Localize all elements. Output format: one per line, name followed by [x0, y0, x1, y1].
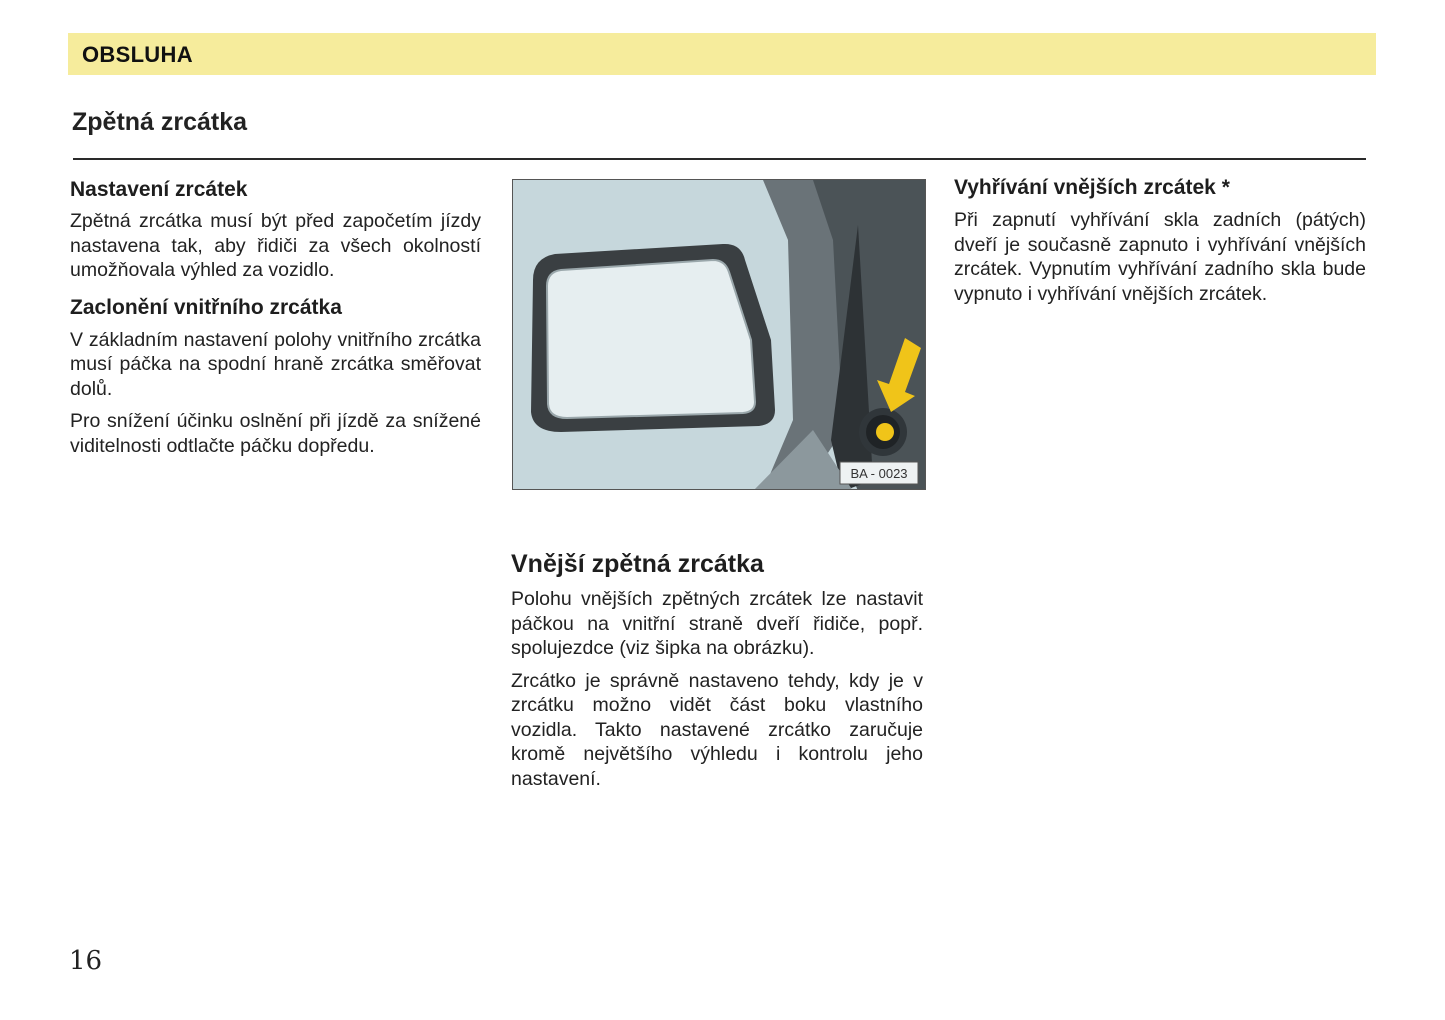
- paragraph-dimming-2: Pro snížení účinku oslnění při jízdě za snížené viditelnosti odtlačte páčku dopředu.: [70, 410, 481, 457]
- paragraph-dimming-1: V základním nastavení polohy vnitřního zrcátka musí páčka na spodní hraně zrcátka směřovat dolů.: [70, 328, 481, 400]
- section-heading-adjusting: Nastavení zrcátek: [70, 178, 248, 201]
- section-header-band: [68, 33, 1376, 75]
- left-column: [70, 178, 481, 458]
- mirror-drawing: [513, 180, 926, 490]
- paragraph-adjusting: Zpětná zrcátka musí být před započetím jízdy nastavena tak, aby řidiči za všech okolností umožňovala výhled za vozidlo.: [70, 210, 481, 281]
- figure-code: BA - 0023: [850, 466, 908, 481]
- page-number: 16: [69, 946, 103, 976]
- mirror-glass: [547, 260, 755, 418]
- paragraph-exterior-2: Zrcátko je správně nastaveno tehdy, kdy je v zrcátku možno vidět část boku vlastního vozidla. Takto nastavené zrcátko zaručuje kromě největšího výhledu i kontrolu jeho nastavení.: [511, 669, 923, 790]
- section-heading-heating: Vyhřívání vnějších zrcátek *: [954, 176, 1230, 199]
- section-heading-exterior: Vnější zpětná zrcátka: [511, 550, 764, 578]
- page-title: Zpětná zrcátka: [72, 108, 248, 136]
- paragraph-heating: Při zapnutí vyhřívání skla zadních (pátých) dveří je současně zapnuto i vyhřívání vnějších zrcátek. Vypnutím vyhřívání zadního skla bude vypnuto i vyhřívání vnějších zrcátek.: [954, 209, 1366, 305]
- paragraph-exterior-1: Polohu vnějších zpětných zrcátek lze nastavit páčkou na vnitřní straně dveří řidiče, popř. spolujezdce (viz šipka na obrázku).: [511, 588, 923, 659]
- middle-column: [511, 550, 923, 791]
- section-label: OBSLUHA: [82, 42, 193, 67]
- adjuster-knob: [876, 423, 894, 441]
- section-heading-dimming: Zaclonění vnitřního zrcátka: [70, 295, 342, 319]
- title-divider: [73, 158, 1366, 160]
- mirror-illustration: [512, 179, 926, 490]
- right-column: [954, 176, 1366, 306]
